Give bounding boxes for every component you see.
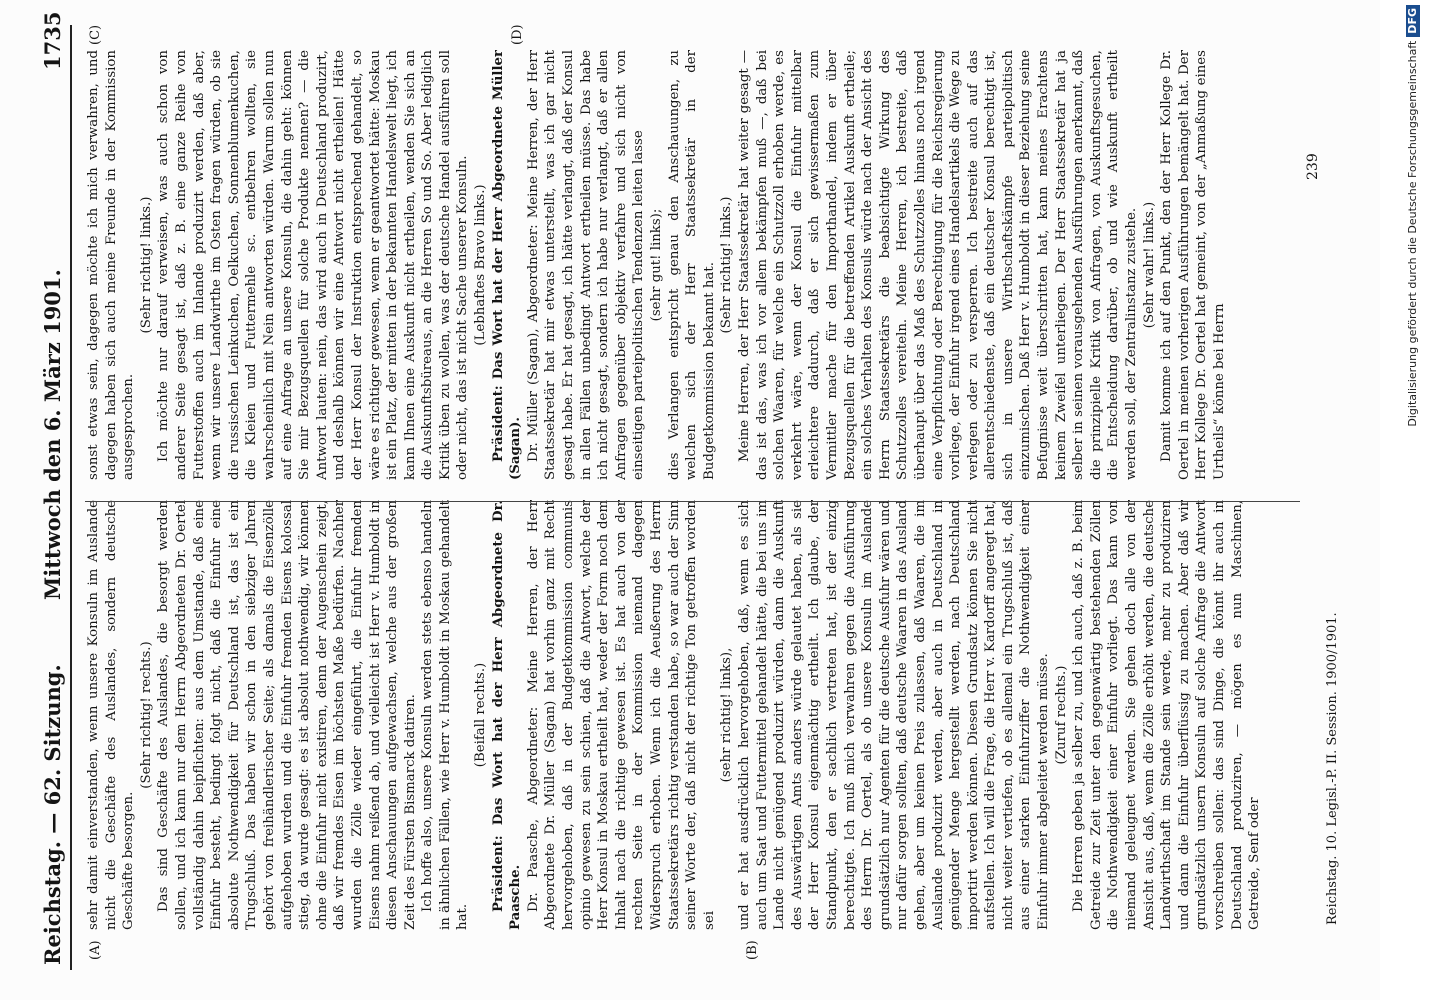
margin-mark-a: (A) [88,940,103,960]
margin-mark-b: (B) [745,940,760,960]
interjection: (Zuruf rechts.) [1053,665,1069,765]
interjection: (Sehr richtig! links.) [719,196,735,334]
interjection: (sehr gut! links); [649,208,664,322]
right-column [85,50,1300,480]
paragraph: Die Herren geben ja selber zu, und ich auch, daß z. B. beim Getreide zur Zeit unter den gegenwärtig bestehenden Zöllen die Nothwendigkeit einer Einfuhr vorliegt. Das kann von niemand geleugnet werden. Sie gehen doch alle von der Ansicht aus, daß, wenn die Zölle erhöht werden, die deutsche Landwirthschaft im Stande sein werde, mehr zu produziren und dann die Einfuhr überflüssig zu machen. Aber daß wir grundsätzlich unsern Konsuln auf solche Anfrage die Antwort vorschreiben sollen: das sind Dinge, die könnt ihr auch in Deutschland produziren, — mögen es nun Maschinen, Getreide, Senf oder [1071,500,1263,930]
funding-note [1395,5,1431,995]
paragraph: Das sind Geschäfte des Auslandes, die besorgt werden sollen, und ich kann nur dem Herrn Abgeordneten Dr. Oertel vollständig dahin beipflichten: aus dem Umstande, daß eine Einfuhr besteht, bedingt folgt nicht, daß die Einfuhr eine absolute Nothwendigkeit für Deutschland ist, das ist ein Trugschluß. Das haben wir schon in den siebziger Jahren gehört von freihändlerischer Seite; als damals die Eisenzölle aufgehoben wurden und die Einfuhr fremden Eisens kolossal stieg, da wurde gesagt: es ist absolut nothwendig, wir können ohne die Einfuhr nicht existiren, denn der Augenschein zeigt, daß wir fremdes Eisen im höchsten Maße bedürfen. Nachher wurden die Zölle wieder eingeführt, die Einfuhr fremden Eisens nahm reißend ab, und vielleicht ist Herr v. Humboldt in diesen Anschauungen aufgewachsen, welche aus der großen Zeit des Fürsten Bismarck datiren. [156,500,418,930]
sheet-number: 239 [1305,153,1321,180]
side-strip [1395,5,1431,1000]
interjection: (Lebhaftes Bravo links.) [473,184,489,346]
paragraph: Ich möchte nur darauf verweisen, was auch schon von anderer Seite gesagt ist, daß z. B. eine ganze Reihe von Futterstoffen auch im Inlande produzirt werden, daß aber, wenn wir unsere Landwirthe im Osten fragen würden, ob sie die russischen Leinkuchen, Oelkuchen, Sonnenblumenkuchen, die Kleien und Futtermehle sc. entbehren wollten, sie wahrscheinlich mit Nein antworten würden. Warum sollen nun auf eine Anfrage an unsere Konsuln, die dahin geht: können Sie mir Bezugsquellen für solche Produkte nennen? — die Antwort lauten: nein, das wird auch in Deutschland produzirt, und deshalb können wir eine Antwort nicht ertheilen! Hätte der Herr Konsul der Instruktion entsprechend gehandelt, so wäre es richtiger gewesen, wenn er geantwortet hätte: Moskau ist ein Platz, der mitten in der bekannten Handelswelt liegt, ich kann Ihnen eine Auskunft nicht ertheilen, wenden Sie sich an die Auskunftsbüreaus, an die Herren So und So. Aber lediglich Kritik üben zu wollen, was der deutsche Handel ausführen soll oder nicht, das ist nicht Sache unserer Konsuln. [156,50,471,480]
left-column [85,500,1300,930]
speaker-paragraph: Präsident: Das Wort hat der Herr Abgeordnete Dr. Paasche. [490,500,524,930]
paragraph: sonst etwas sein, dagegen möchte ich mich verwahren, und dagegen haben sich auch meine Freunde in der Kommission ausgesprochen. [86,50,137,480]
paragraph: Ich hoffe also, unsere Konsuln werden stets ebenso handeln in ähnlichen Fällen, wie Herr v. Humboldt in Moskau gehandelt hat. [420,500,471,930]
paragraph: Damit komme ich auf den Punkt, den der Herr Kollege Dr. Oertel in meinen vorherigen Ausführungen bemängelt hat. Der Herr Kollege Dr. Oertel hat gemeint, von der „Anmaßung eines Urtheils“ könne bei Herrn [1159,50,1227,480]
header-page-number: 1735 [40,11,65,70]
interjection: (Sehr wahr! links.) [1141,201,1157,329]
dfg-logo: DFG [1406,5,1420,37]
funding-text: Digitalisierung gefördert durch die Deutsche Forschungsgemeinschaft [1406,40,1419,427]
interjection: (Beifall rechts.) [473,662,489,768]
header-left: Reichstag. — 62. Sitzung. [40,664,65,965]
paragraph: sehr damit einverstanden, wenn unsere Konsuln im Auslande nicht die Geschäfte des Auslandes, sondern deutsche Geschäfte besorgen. [86,500,137,930]
paragraph: dies Verlangen entspricht genau den Anschauungen, zu welchen sich der Herr Staatssekretär in der Budgetkommission bekannt hat. [666,50,717,480]
header-date: Mittwoch den 6. März 1901. [40,269,65,600]
interjection: (Sehr richtig! rechts.) [138,641,154,789]
interjection: (sehr richtig! links), [719,647,735,783]
margin-mark-d: (D) [510,24,525,45]
paragraph: Dr. Paasche, Abgeordneter: Meine Herren, der Herr Abgeordnete Dr. Müller (Sagan) hat vorhin ganz mit Recht hervorgehoben, daß in der Budgetkommission communis opinio gewesen zu sein schien, daß die Antwort, welche der Herr Konsul in Moskau ertheilt hat, weder der Form noch dem Inhalt nach die richtige gewesen ist. Es hat auch von der rechten Seite in der Kommission niemand dagegen Widerspruch erhoben. Wenn ich die Aeußerung des Herrn Staatssekretärs richtig verstanden habe, so war auch der Sinn seiner Worte der, daß nicht der richtige Ton getroffen worden sei [525,500,717,930]
column-divider [85,501,1300,502]
interjection: (Sehr richtig! links.) [138,196,154,334]
paragraph: Meine Herren, der Herr Staatssekretär hat weiter gesagt — das ist das, was ich vor allem bekämpfen muß —, daß bei solchen Waaren, für welche ein Schutzzoll erhoben werde, es verkehrt wäre, wenn der Konsul die Einfuhr mittelbar erleichtere dadurch, daß er sich gewissermaßen zum Vermittler mache für den Importhandel, indem er über Bezugsquellen für die betreffenden Artikel Auskunft ertheile; ein solches Verhalten des Konsuls würde nach der Ansicht des Herrn Staatssekretärs die beabsichtigte Wirkung des Schutzzolles vereiteln. Meine Herren, ich bestreite, daß überhaupt über das Maß des Schutzzolles hinaus noch irgend eine Verpflichtung oder Berechtigung für die Reichsregierung vorliege, der Einfuhr irgend eines Handelsartikels die Wege zu verlegen oder zu versperren. Ich bestreite auch auf das allerentschiedenste, daß ein deutscher Konsul berechtigt ist, sich in unsere Wirthschaftskämpfe parteipolitisch einzumischen. Daß Herr v. Humboldt in dieser Beziehung seine Befugnisse weit überschritten hat, kann meines Erachtens keinem Zweifel unterliegen. Der Herr Staatssekretär hat ja selber in seinen vorausgehenden Ausführungen anerkannt, daß die prinzipielle Kritik von Anfragen, von Auskunftsgesuchen, die Entscheidung darüber, ob und wie Auskunft ertheilt werden soll, der Zentralinstanz zustehe. [736,50,1140,480]
footer-session: Reichstag. 10. Legisl.-P. II. Session. 1900/1901. [1325,612,1340,925]
header-rule [70,25,72,970]
paragraph: und er hat ausdrücklich hervorgehoben, daß, wenn es sich auch um Saat und Futtermittel gehandelt hätte, die bei uns im Lande nicht genügend produzirt würden, dann die Auskunft des Auswärtigen Amts anders würde gelautet haben, als sie der Herr Konsul eigenmächtig ertheilt. Ich glaube, der Standpunkt, den er sachlich vertreten hat, ist der einzig berechtigte. Ich muß mich verwahren gegen die Ausführung des Herrn Dr. Oertel, als ob unsere Konsuln im Auslande grundsätzlich nur Agenten für die deutsche Ausfuhr wären und nur dafür sorgen sollten, daß deutsche Waaren in das Ausland gehen, aber um keinen Preis zulassen, daß Waaren, die im Auslande produzirt werden, aber auch in Deutschland in genügender Menge hergestellt werden, nach Deutschland importirt werden können. Diesen Grundsatz können Sie nicht aufstellen. Ich will die Frage, die Herr v. Kardorff angeregt hat, nicht weiter vertiefen, ob es allemal ein Trugschluß ist, daß aus einer starken Einfuhrziffer die Nothwendigkeit einer Einfuhr immer abgeleitet werden müsse. [736,500,1052,930]
margin-mark-c: (C) [88,24,103,45]
paragraph: Dr. Müller (Sagan), Abgeordneter: Meine Herren, der Herr Staatssekretär hat mir etwas unterstellt, was ich gar nicht gesagt habe. Er hat gesagt, ich hätte verlangt, daß der Konsul in allen Fällen unbedingt Antwort ertheilen müsse. Das habe ich nicht gesagt, sondern ich habe nur verlangt, daß er allen Anfragen gegenüber objektiv verfahre und sich nicht von einseitigen parteipolitischen Tendenzen leiten lasse [525,50,647,480]
speaker-paragraph: Präsident: Das Wort hat der Herr Abgeordnete Müller (Sagan). [490,50,524,480]
